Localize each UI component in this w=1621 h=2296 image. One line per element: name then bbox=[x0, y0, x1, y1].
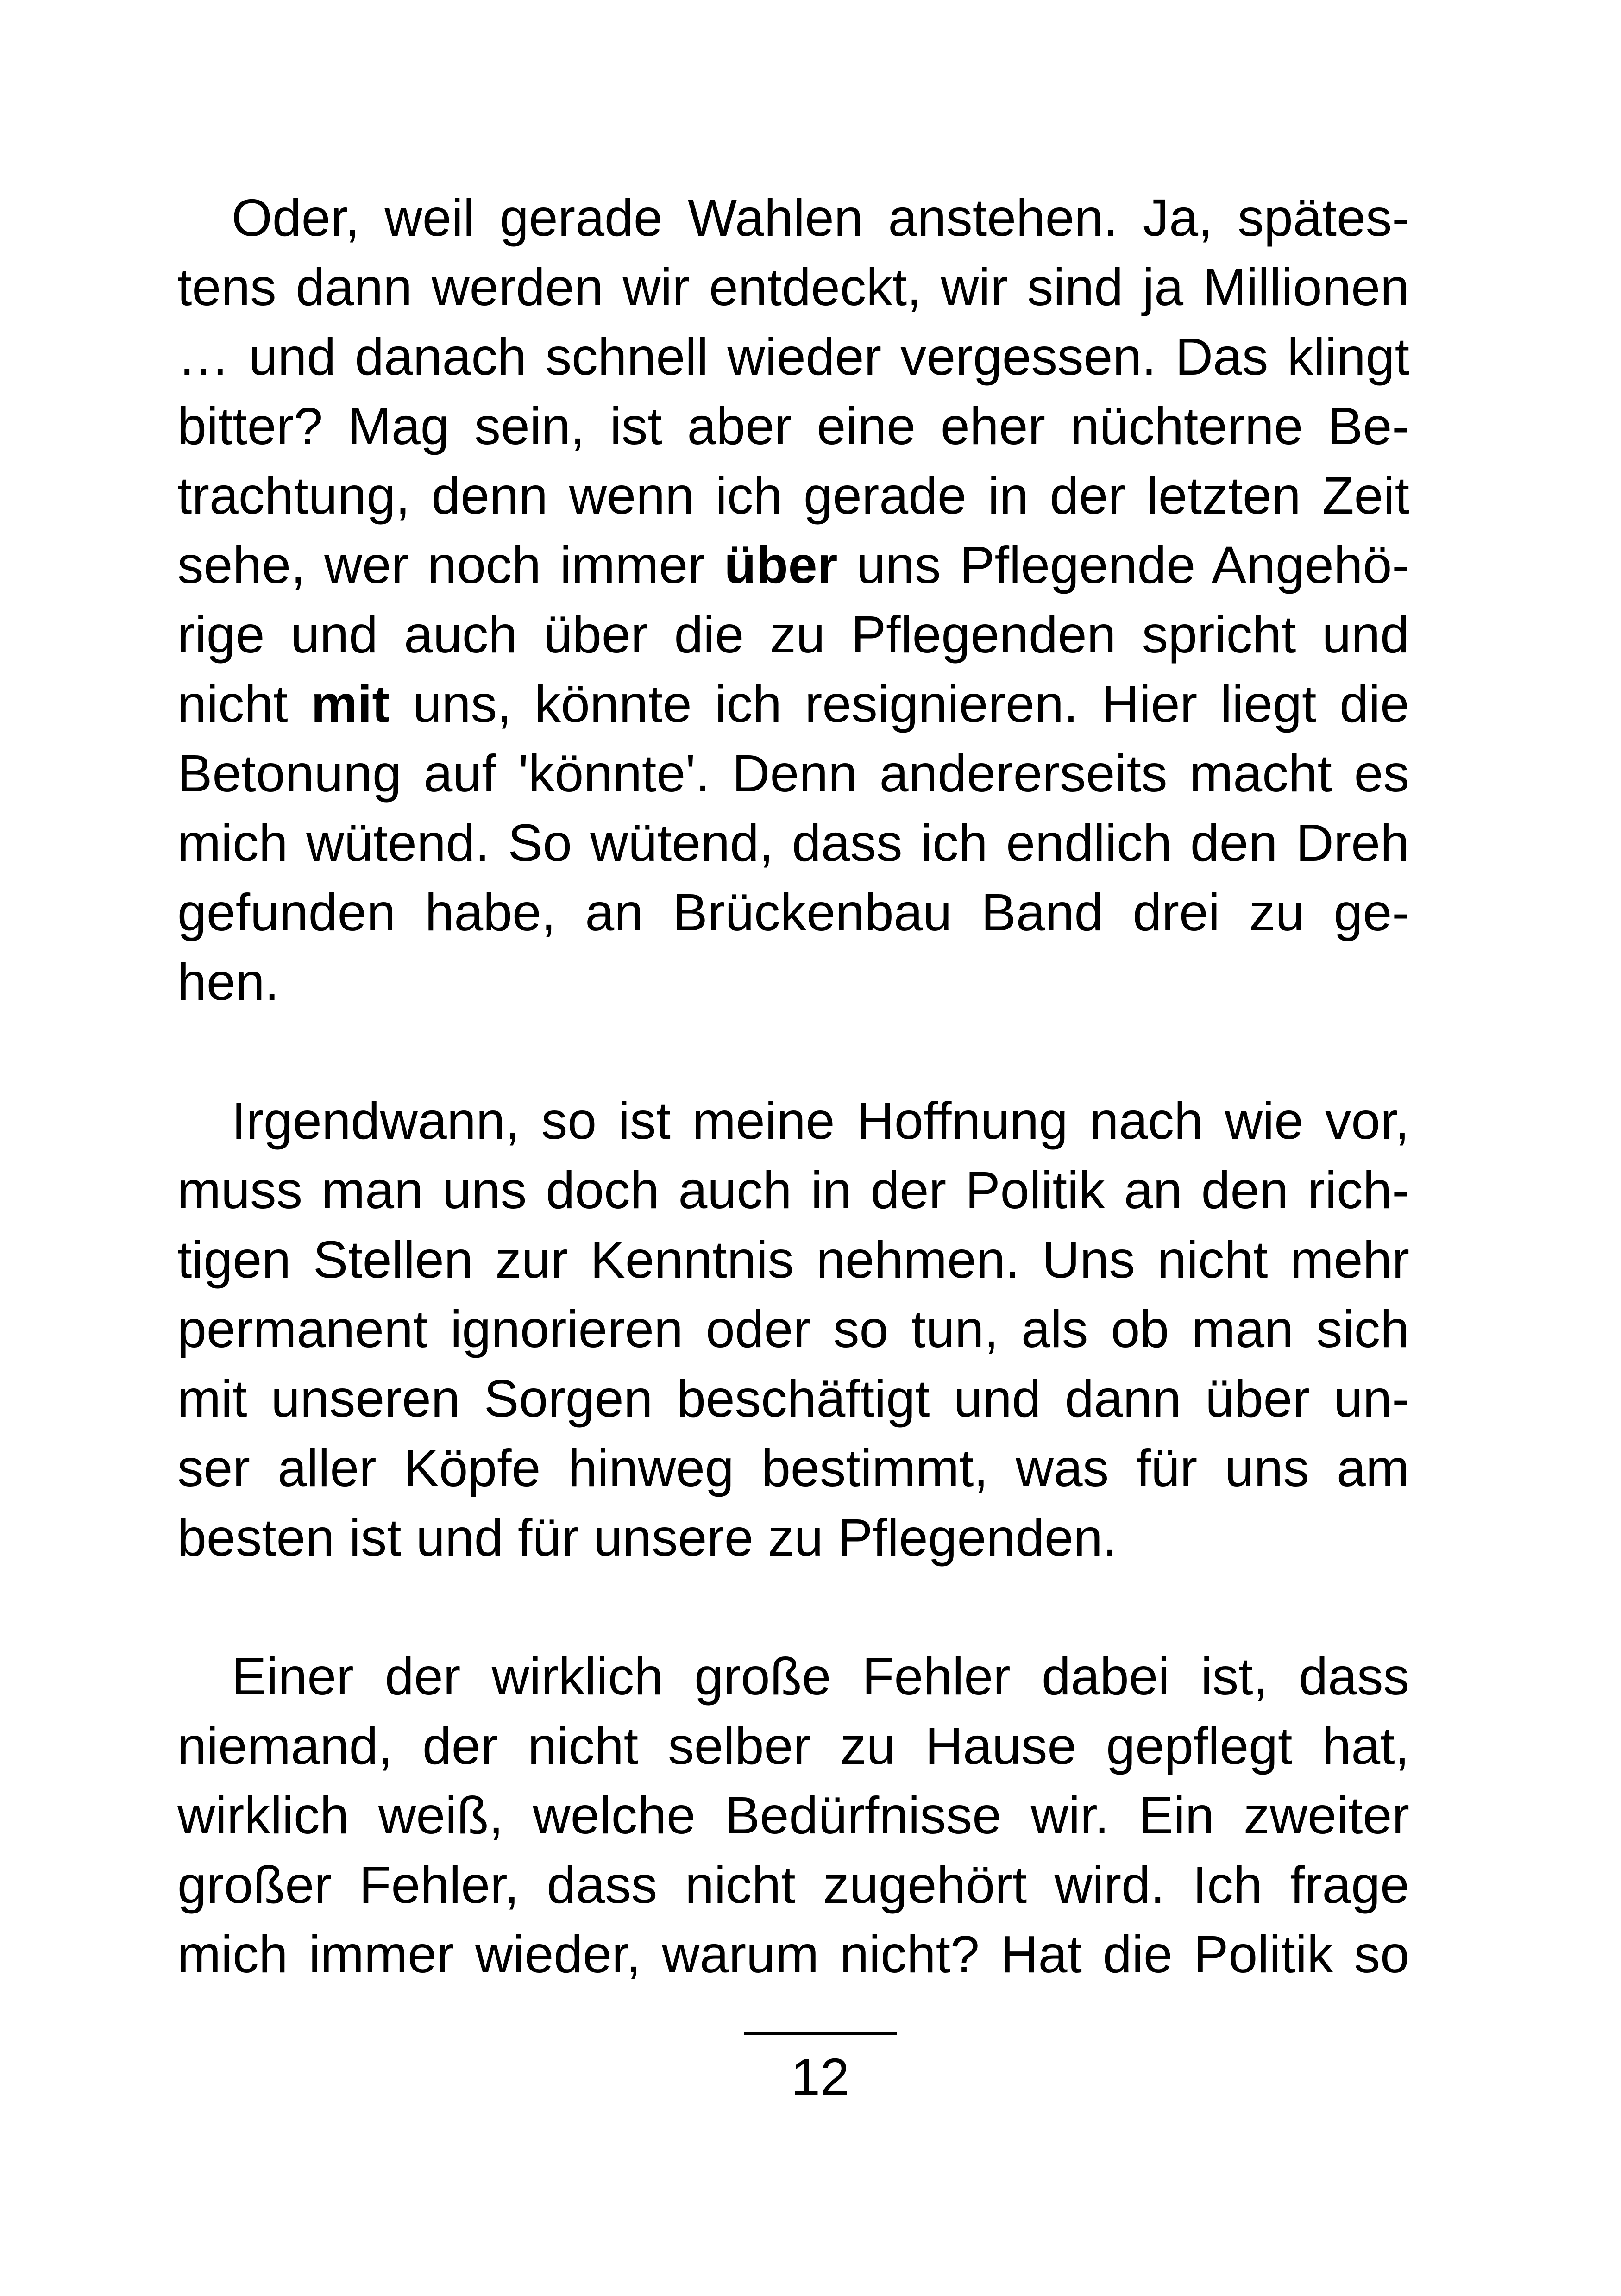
text-run: uns Pflegende Angehö- bbox=[837, 536, 1409, 594]
text-line: wirklich weiß, welche Bedürfnisse wir. Ein zweiter bbox=[177, 1786, 1409, 1844]
text-line: ser aller Köpfe hinweg bestimmt, was für uns am bbox=[177, 1439, 1409, 1497]
text-line: rige und auch über die zu Pflegenden spricht und bbox=[177, 605, 1409, 664]
text-line bbox=[177, 669, 1409, 739]
footer-rule bbox=[744, 2032, 897, 2035]
text-line: Einer der wirklich große Fehler dabei ist, dass bbox=[232, 1647, 1409, 1706]
text-line: hen. bbox=[177, 953, 279, 1011]
text-line: tigen Stellen zur Kenntnis nehmen. Uns nicht mehr bbox=[177, 1230, 1409, 1289]
text-line: Betonung auf 'könnte'. Denn andererseits macht es bbox=[177, 744, 1409, 803]
text-line: großer Fehler, dass nicht zugehört wird. Ich frage bbox=[177, 1856, 1409, 1914]
text-run: nicht bbox=[177, 675, 311, 733]
emphasis-over: über bbox=[724, 536, 838, 594]
page-number: 12 bbox=[791, 2048, 849, 2106]
text-line: tens dann werden wir entdeckt, wir sind ja Millionen bbox=[177, 258, 1409, 316]
text-line: besten ist und für unsere zu Pflegenden. bbox=[177, 1508, 1118, 1567]
text-line: trachtung, denn wenn ich gerade in der letzten Zeit bbox=[177, 466, 1409, 525]
text-run: uns, könnte ich resignieren. Hier liegt die bbox=[390, 675, 1409, 733]
text-line: … und danach schnell wieder vergessen. Das klingt bbox=[177, 327, 1409, 386]
text-line bbox=[177, 530, 1409, 600]
text-line: niemand, der nicht selber zu Hause gepflegt hat, bbox=[177, 1717, 1409, 1775]
text-line: bitter? Mag sein, ist aber eine eher nüchterne Be- bbox=[177, 397, 1409, 455]
text-line: muss man uns doch auch in der Politik an den rich- bbox=[177, 1161, 1409, 1219]
emphasis-with: mit bbox=[311, 675, 390, 733]
text-line: permanent ignorieren oder so tun, als ob man sich bbox=[177, 1300, 1409, 1358]
text-run: sehe, wer noch immer bbox=[177, 536, 724, 594]
text-line: mich immer wieder, warum nicht? Hat die Politik so bbox=[177, 1925, 1409, 1983]
text-line: mich wütend. So wütend, dass ich endlich den Dreh bbox=[177, 814, 1409, 872]
text-line: Irgendwann, so ist meine Hoffnung nach wie vor, bbox=[232, 1092, 1409, 1150]
text-line: Oder, weil gerade Wahlen anstehen. Ja, spätes- bbox=[232, 188, 1409, 247]
text-line: gefunden habe, an Brückenbau Band drei zu ge- bbox=[177, 883, 1409, 941]
text-line: mit unseren Sorgen beschäftigt und dann über un- bbox=[177, 1369, 1409, 1428]
